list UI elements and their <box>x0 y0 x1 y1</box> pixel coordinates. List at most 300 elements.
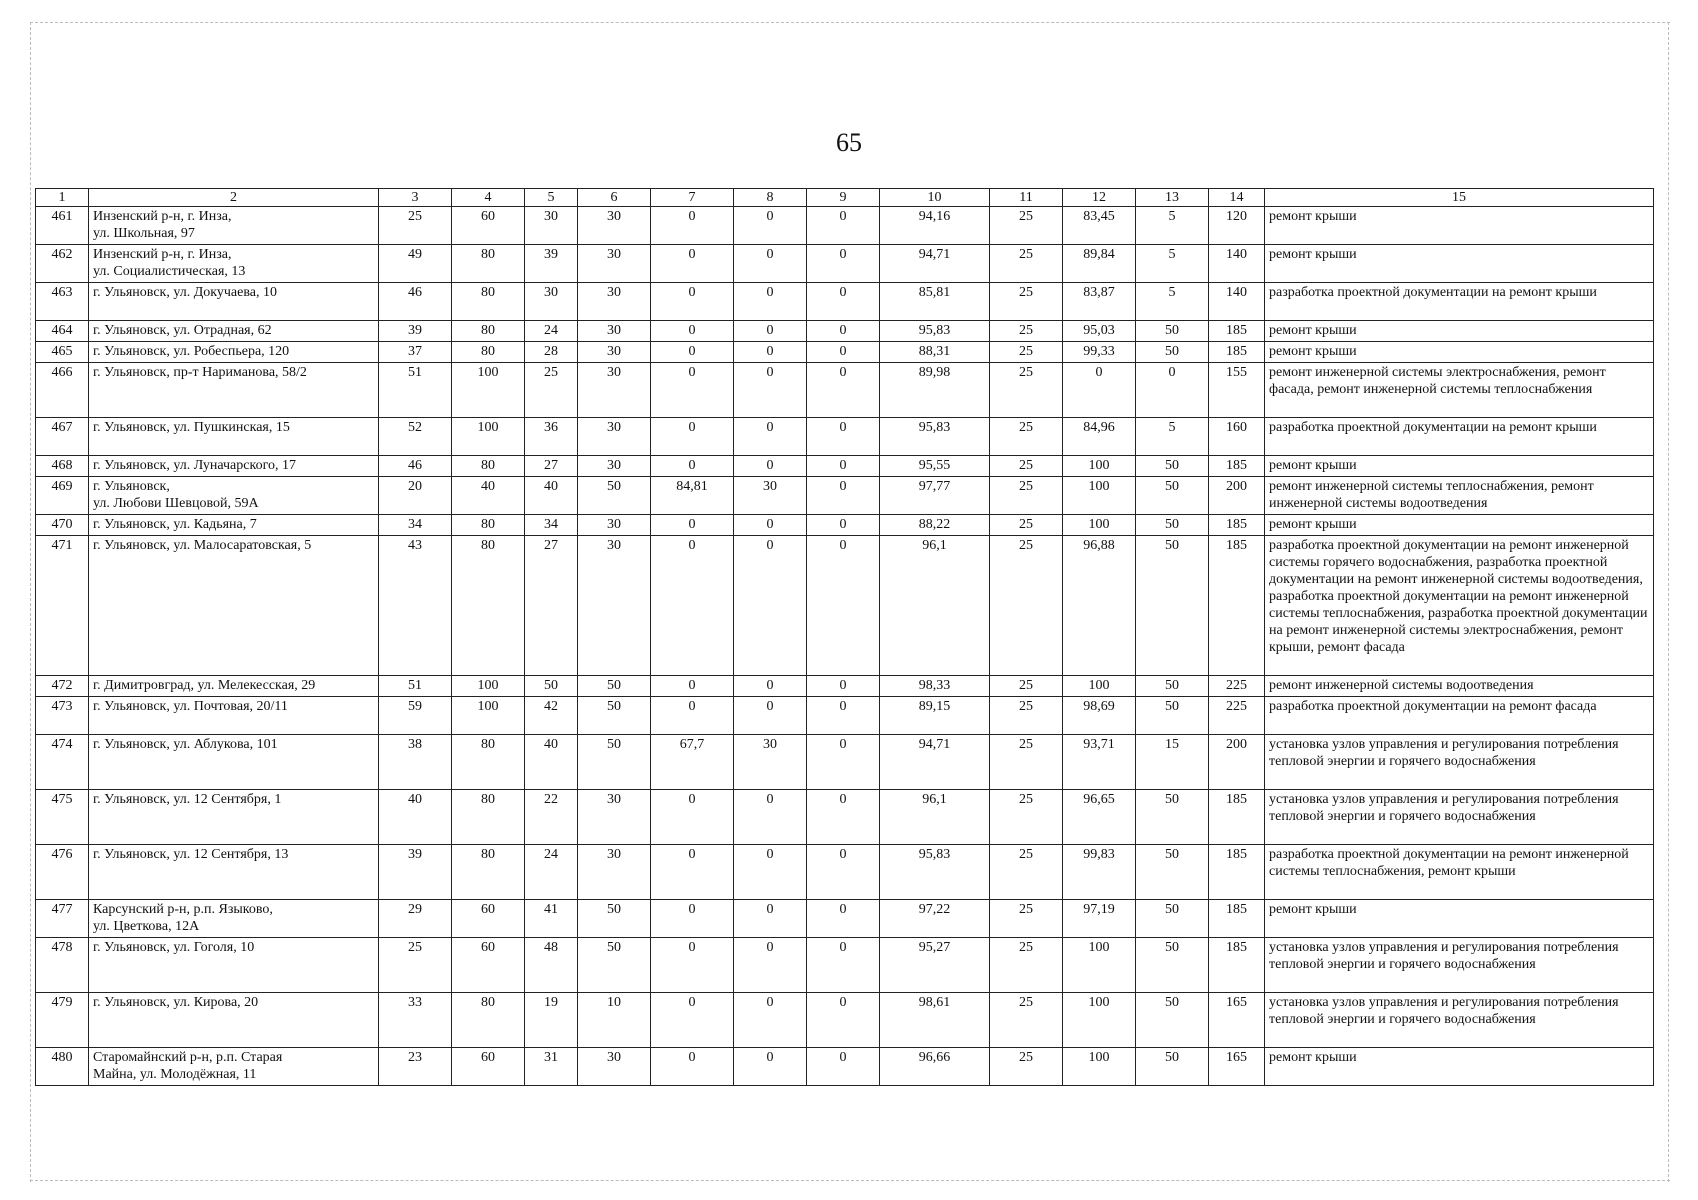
col-10-cell: 88,31 <box>880 342 990 363</box>
col-8-cell: 0 <box>734 342 807 363</box>
table-row <box>36 477 1654 515</box>
col-6-cell: 30 <box>578 207 651 245</box>
col-3-cell: 46 <box>379 283 452 321</box>
col-6-cell: 30 <box>578 845 651 900</box>
col-12-cell: 93,71 <box>1063 735 1136 790</box>
col-7-cell: 0 <box>651 363 734 418</box>
col-8-cell: 30 <box>734 477 807 515</box>
table-row <box>36 938 1654 993</box>
col-5-cell: 27 <box>525 456 578 477</box>
col-8-cell: 0 <box>734 676 807 697</box>
col-10-cell: 95,55 <box>880 456 990 477</box>
row-number-cell: 471 <box>36 536 89 676</box>
table-body <box>36 207 1654 1086</box>
col-12-cell: 100 <box>1063 477 1136 515</box>
works-description-cell: ремонт крыши <box>1265 207 1654 245</box>
col-13-cell: 50 <box>1136 477 1209 515</box>
address-cell: г. Ульяновск, ул. Робеспьера, 120 <box>89 342 379 363</box>
col-13-cell: 5 <box>1136 418 1209 456</box>
col-14-cell: 140 <box>1209 245 1265 283</box>
col-9-cell: 0 <box>807 245 880 283</box>
address-cell: г. Ульяновск, ул. Отрадная, 62 <box>89 321 379 342</box>
col-10-cell: 96,1 <box>880 536 990 676</box>
row-number-cell: 476 <box>36 845 89 900</box>
col-13-cell: 50 <box>1136 321 1209 342</box>
col-11-cell: 25 <box>990 342 1063 363</box>
col-5-cell: 39 <box>525 245 578 283</box>
works-description-cell: ремонт крыши <box>1265 342 1654 363</box>
col-3-cell: 51 <box>379 676 452 697</box>
col-3-cell: 46 <box>379 456 452 477</box>
col-9-cell: 0 <box>807 536 880 676</box>
table-row <box>36 845 1654 900</box>
col-4-cell: 100 <box>452 676 525 697</box>
col-6-cell: 50 <box>578 735 651 790</box>
col-14-cell: 155 <box>1209 363 1265 418</box>
col-5-cell: 34 <box>525 515 578 536</box>
col-10-cell: 88,22 <box>880 515 990 536</box>
col-3-cell: 43 <box>379 536 452 676</box>
col-7-cell: 0 <box>651 938 734 993</box>
col-4-cell: 60 <box>452 1048 525 1086</box>
row-number-cell: 477 <box>36 900 89 938</box>
column-header-8: 8 <box>734 189 807 207</box>
address-cell: Инзенский р-н, г. Инза, ул. Социалистическая, 13 <box>89 245 379 283</box>
column-header-1: 1 <box>36 189 89 207</box>
scan-border-top <box>30 22 1670 23</box>
col-4-cell: 80 <box>452 321 525 342</box>
col-11-cell: 25 <box>990 790 1063 845</box>
row-number-cell: 473 <box>36 697 89 735</box>
col-8-cell: 0 <box>734 697 807 735</box>
col-12-cell: 83,45 <box>1063 207 1136 245</box>
col-11-cell: 25 <box>990 1048 1063 1086</box>
address-cell: г. Ульяновск, ул. Малосаратовская, 5 <box>89 536 379 676</box>
row-number-cell: 465 <box>36 342 89 363</box>
col-3-cell: 25 <box>379 207 452 245</box>
column-header-4: 4 <box>452 189 525 207</box>
col-11-cell: 25 <box>990 676 1063 697</box>
address-cell: г. Ульяновск, ул. Пушкинская, 15 <box>89 418 379 456</box>
column-header-13: 13 <box>1136 189 1209 207</box>
col-13-cell: 50 <box>1136 342 1209 363</box>
address-cell: г. Ульяновск, ул. Докучаева, 10 <box>89 283 379 321</box>
table-row <box>36 536 1654 676</box>
col-6-cell: 10 <box>578 993 651 1048</box>
address-cell: г. Ульяновск, ул. Луначарского, 17 <box>89 456 379 477</box>
col-14-cell: 185 <box>1209 342 1265 363</box>
col-8-cell: 0 <box>734 321 807 342</box>
col-9-cell: 0 <box>807 845 880 900</box>
col-10-cell: 89,15 <box>880 697 990 735</box>
works-description-cell: ремонт крыши <box>1265 1048 1654 1086</box>
header-row <box>36 189 1654 207</box>
address-cell: г. Ульяновск, ул. Почтовая, 20/11 <box>89 697 379 735</box>
col-7-cell: 0 <box>651 993 734 1048</box>
column-header-7: 7 <box>651 189 734 207</box>
col-9-cell: 0 <box>807 900 880 938</box>
col-4-cell: 80 <box>452 993 525 1048</box>
col-8-cell: 0 <box>734 900 807 938</box>
column-header-12: 12 <box>1063 189 1136 207</box>
col-13-cell: 50 <box>1136 456 1209 477</box>
col-10-cell: 97,22 <box>880 900 990 938</box>
col-9-cell: 0 <box>807 283 880 321</box>
col-6-cell: 50 <box>578 676 651 697</box>
works-description-cell: разработка проектной документации на ремонт крыши <box>1265 283 1654 321</box>
col-14-cell: 225 <box>1209 697 1265 735</box>
works-description-cell: установка узлов управления и регулирования потребления тепловой энергии и горячего водоснабжения <box>1265 993 1654 1048</box>
table-row <box>36 321 1654 342</box>
scan-border-bottom <box>30 1180 1670 1181</box>
col-5-cell: 30 <box>525 207 578 245</box>
col-3-cell: 49 <box>379 245 452 283</box>
col-13-cell: 5 <box>1136 245 1209 283</box>
works-description-cell: разработка проектной документации на ремонт инженерной системы горячего водоснабжения, разработка проектной документации на ремонт инженерной системы водоотведения, разработка проектной документации на ремонт инженерной системы теплоснабжения, разработка проектной документации на ремонт инженерной системы электроснабжения, ремонт крыши, ремонт фасада <box>1265 536 1654 676</box>
col-6-cell: 30 <box>578 456 651 477</box>
works-description-cell: ремонт крыши <box>1265 321 1654 342</box>
col-8-cell: 0 <box>734 515 807 536</box>
col-8-cell: 0 <box>734 938 807 993</box>
address-cell: г. Ульяновск, ул. Кирова, 20 <box>89 993 379 1048</box>
col-13-cell: 50 <box>1136 515 1209 536</box>
col-5-cell: 25 <box>525 363 578 418</box>
col-12-cell: 0 <box>1063 363 1136 418</box>
col-9-cell: 0 <box>807 207 880 245</box>
col-12-cell: 96,65 <box>1063 790 1136 845</box>
col-9-cell: 0 <box>807 697 880 735</box>
col-14-cell: 185 <box>1209 938 1265 993</box>
col-3-cell: 25 <box>379 938 452 993</box>
col-9-cell: 0 <box>807 418 880 456</box>
col-5-cell: 40 <box>525 735 578 790</box>
col-5-cell: 19 <box>525 993 578 1048</box>
col-12-cell: 100 <box>1063 993 1136 1048</box>
col-7-cell: 0 <box>651 456 734 477</box>
address-cell: г. Ульяновск, ул. Кадьяна, 7 <box>89 515 379 536</box>
col-13-cell: 50 <box>1136 900 1209 938</box>
col-5-cell: 31 <box>525 1048 578 1086</box>
col-10-cell: 95,27 <box>880 938 990 993</box>
col-11-cell: 25 <box>990 363 1063 418</box>
row-number-cell: 474 <box>36 735 89 790</box>
col-8-cell: 0 <box>734 456 807 477</box>
col-14-cell: 225 <box>1209 676 1265 697</box>
col-10-cell: 85,81 <box>880 283 990 321</box>
col-14-cell: 120 <box>1209 207 1265 245</box>
col-4-cell: 80 <box>452 456 525 477</box>
col-11-cell: 25 <box>990 245 1063 283</box>
col-5-cell: 24 <box>525 321 578 342</box>
col-4-cell: 80 <box>452 536 525 676</box>
col-13-cell: 50 <box>1136 536 1209 676</box>
row-number-cell: 464 <box>36 321 89 342</box>
column-header-15: 15 <box>1265 189 1654 207</box>
col-12-cell: 100 <box>1063 676 1136 697</box>
col-9-cell: 0 <box>807 938 880 993</box>
col-12-cell: 100 <box>1063 515 1136 536</box>
works-description-cell: ремонт крыши <box>1265 515 1654 536</box>
col-14-cell: 185 <box>1209 536 1265 676</box>
col-9-cell: 0 <box>807 456 880 477</box>
table-row <box>36 697 1654 735</box>
row-number-cell: 479 <box>36 993 89 1048</box>
col-13-cell: 50 <box>1136 790 1209 845</box>
col-5-cell: 27 <box>525 536 578 676</box>
works-description-cell: разработка проектной документации на ремонт фасада <box>1265 697 1654 735</box>
col-11-cell: 25 <box>990 993 1063 1048</box>
col-7-cell: 0 <box>651 1048 734 1086</box>
col-14-cell: 185 <box>1209 900 1265 938</box>
col-10-cell: 96,1 <box>880 790 990 845</box>
col-8-cell: 0 <box>734 363 807 418</box>
works-description-cell: установка узлов управления и регулирования потребления тепловой энергии и горячего водоснабжения <box>1265 735 1654 790</box>
col-3-cell: 59 <box>379 697 452 735</box>
col-12-cell: 84,96 <box>1063 418 1136 456</box>
address-cell: г. Ульяновск, ул. Аблукова, 101 <box>89 735 379 790</box>
col-8-cell: 0 <box>734 245 807 283</box>
address-cell: г. Димитровград, ул. Мелекесская, 29 <box>89 676 379 697</box>
row-number-cell: 480 <box>36 1048 89 1086</box>
col-7-cell: 0 <box>651 515 734 536</box>
col-6-cell: 30 <box>578 1048 651 1086</box>
col-9-cell: 0 <box>807 363 880 418</box>
col-6-cell: 50 <box>578 477 651 515</box>
table-row <box>36 790 1654 845</box>
col-9-cell: 0 <box>807 993 880 1048</box>
table-row <box>36 363 1654 418</box>
row-number-cell: 468 <box>36 456 89 477</box>
col-10-cell: 95,83 <box>880 418 990 456</box>
col-12-cell: 100 <box>1063 1048 1136 1086</box>
col-12-cell: 96,88 <box>1063 536 1136 676</box>
col-11-cell: 25 <box>990 735 1063 790</box>
address-cell: Инзенский р-н, г. Инза, ул. Школьная, 97 <box>89 207 379 245</box>
col-9-cell: 0 <box>807 321 880 342</box>
col-7-cell: 0 <box>651 697 734 735</box>
col-5-cell: 36 <box>525 418 578 456</box>
col-11-cell: 25 <box>990 456 1063 477</box>
column-header-3: 3 <box>379 189 452 207</box>
col-3-cell: 40 <box>379 790 452 845</box>
table-row <box>36 1048 1654 1086</box>
col-13-cell: 50 <box>1136 1048 1209 1086</box>
address-cell: г. Ульяновск, ул. 12 Сентября, 1 <box>89 790 379 845</box>
table-row <box>36 283 1654 321</box>
col-9-cell: 0 <box>807 515 880 536</box>
col-7-cell: 0 <box>651 207 734 245</box>
col-4-cell: 40 <box>452 477 525 515</box>
table-row <box>36 207 1654 245</box>
col-14-cell: 165 <box>1209 993 1265 1048</box>
col-11-cell: 25 <box>990 697 1063 735</box>
address-cell: Старомайнский р-н, р.п. Старая Майна, ул. Молодёжная, 11 <box>89 1048 379 1086</box>
col-11-cell: 25 <box>990 536 1063 676</box>
col-8-cell: 0 <box>734 1048 807 1086</box>
table-row <box>36 993 1654 1048</box>
row-number-cell: 466 <box>36 363 89 418</box>
col-11-cell: 25 <box>990 938 1063 993</box>
col-14-cell: 185 <box>1209 456 1265 477</box>
col-6-cell: 30 <box>578 418 651 456</box>
col-14-cell: 160 <box>1209 418 1265 456</box>
row-number-cell: 475 <box>36 790 89 845</box>
table-row <box>36 900 1654 938</box>
col-6-cell: 30 <box>578 790 651 845</box>
col-12-cell: 100 <box>1063 938 1136 993</box>
column-header-11: 11 <box>990 189 1063 207</box>
col-10-cell: 98,61 <box>880 993 990 1048</box>
col-8-cell: 0 <box>734 536 807 676</box>
col-3-cell: 38 <box>379 735 452 790</box>
works-description-cell: ремонт инженерной системы электроснабжения, ремонт фасада, ремонт инженерной системы теплоснабжения <box>1265 363 1654 418</box>
col-10-cell: 95,83 <box>880 845 990 900</box>
row-number-cell: 462 <box>36 245 89 283</box>
col-3-cell: 39 <box>379 321 452 342</box>
col-7-cell: 84,81 <box>651 477 734 515</box>
col-10-cell: 98,33 <box>880 676 990 697</box>
col-12-cell: 89,84 <box>1063 245 1136 283</box>
col-10-cell: 89,98 <box>880 363 990 418</box>
address-cell: г. Ульяновск, пр-т Нариманова, 58/2 <box>89 363 379 418</box>
col-7-cell: 0 <box>651 900 734 938</box>
col-11-cell: 25 <box>990 900 1063 938</box>
col-4-cell: 100 <box>452 418 525 456</box>
col-3-cell: 29 <box>379 900 452 938</box>
row-number-cell: 470 <box>36 515 89 536</box>
col-7-cell: 0 <box>651 342 734 363</box>
col-13-cell: 50 <box>1136 697 1209 735</box>
col-6-cell: 30 <box>578 363 651 418</box>
col-12-cell: 97,19 <box>1063 900 1136 938</box>
col-6-cell: 30 <box>578 245 651 283</box>
row-number-cell: 469 <box>36 477 89 515</box>
table-row <box>36 735 1654 790</box>
col-11-cell: 25 <box>990 207 1063 245</box>
col-7-cell: 0 <box>651 321 734 342</box>
col-13-cell: 5 <box>1136 283 1209 321</box>
col-5-cell: 30 <box>525 283 578 321</box>
col-13-cell: 50 <box>1136 845 1209 900</box>
table-row <box>36 342 1654 363</box>
col-6-cell: 50 <box>578 900 651 938</box>
col-7-cell: 0 <box>651 283 734 321</box>
works-description-cell: установка узлов управления и регулирования потребления тепловой энергии и горячего водоснабжения <box>1265 938 1654 993</box>
col-8-cell: 0 <box>734 845 807 900</box>
page-number: 65 <box>836 128 862 157</box>
scan-border-left <box>30 22 31 1182</box>
col-13-cell: 5 <box>1136 207 1209 245</box>
col-4-cell: 80 <box>452 342 525 363</box>
col-8-cell: 0 <box>734 207 807 245</box>
works-description-cell: установка узлов управления и регулирования потребления тепловой энергии и горячего водоснабжения <box>1265 790 1654 845</box>
col-5-cell: 48 <box>525 938 578 993</box>
col-8-cell: 30 <box>734 735 807 790</box>
col-6-cell: 30 <box>578 342 651 363</box>
col-11-cell: 25 <box>990 283 1063 321</box>
register-table-wrap <box>35 188 1653 1086</box>
address-cell: г. Ульяновск, ул. 12 Сентября, 13 <box>89 845 379 900</box>
row-number-cell: 472 <box>36 676 89 697</box>
column-header-9: 9 <box>807 189 880 207</box>
col-9-cell: 0 <box>807 477 880 515</box>
col-14-cell: 185 <box>1209 790 1265 845</box>
col-6-cell: 50 <box>578 697 651 735</box>
col-7-cell: 67,7 <box>651 735 734 790</box>
col-6-cell: 30 <box>578 321 651 342</box>
col-9-cell: 0 <box>807 342 880 363</box>
col-8-cell: 0 <box>734 283 807 321</box>
col-11-cell: 25 <box>990 477 1063 515</box>
col-13-cell: 50 <box>1136 938 1209 993</box>
col-3-cell: 33 <box>379 993 452 1048</box>
col-14-cell: 200 <box>1209 477 1265 515</box>
col-4-cell: 80 <box>452 845 525 900</box>
works-description-cell: разработка проектной документации на ремонт инженерной системы теплоснабжения, ремонт крыши <box>1265 845 1654 900</box>
col-9-cell: 0 <box>807 735 880 790</box>
col-4-cell: 60 <box>452 207 525 245</box>
col-7-cell: 0 <box>651 676 734 697</box>
col-5-cell: 40 <box>525 477 578 515</box>
col-6-cell: 30 <box>578 283 651 321</box>
col-12-cell: 99,83 <box>1063 845 1136 900</box>
table-row <box>36 515 1654 536</box>
col-14-cell: 165 <box>1209 1048 1265 1086</box>
col-4-cell: 80 <box>452 790 525 845</box>
col-3-cell: 39 <box>379 845 452 900</box>
col-4-cell: 80 <box>452 245 525 283</box>
col-9-cell: 0 <box>807 676 880 697</box>
col-4-cell: 80 <box>452 283 525 321</box>
column-header-6: 6 <box>578 189 651 207</box>
col-12-cell: 99,33 <box>1063 342 1136 363</box>
col-11-cell: 25 <box>990 845 1063 900</box>
col-3-cell: 20 <box>379 477 452 515</box>
col-6-cell: 30 <box>578 515 651 536</box>
works-description-cell: ремонт крыши <box>1265 245 1654 283</box>
col-9-cell: 0 <box>807 1048 880 1086</box>
address-cell: г. Ульяновск, ул. Гоголя, 10 <box>89 938 379 993</box>
address-cell: Карсунский р-н, р.п. Языково, ул. Цветкова, 12А <box>89 900 379 938</box>
col-9-cell: 0 <box>807 790 880 845</box>
col-5-cell: 28 <box>525 342 578 363</box>
col-3-cell: 34 <box>379 515 452 536</box>
col-6-cell: 30 <box>578 536 651 676</box>
register-table <box>35 188 1654 1086</box>
column-header-14: 14 <box>1209 189 1265 207</box>
col-8-cell: 0 <box>734 418 807 456</box>
col-4-cell: 60 <box>452 900 525 938</box>
col-10-cell: 94,71 <box>880 735 990 790</box>
col-7-cell: 0 <box>651 536 734 676</box>
col-5-cell: 24 <box>525 845 578 900</box>
col-11-cell: 25 <box>990 515 1063 536</box>
col-11-cell: 25 <box>990 418 1063 456</box>
column-header-2: 2 <box>89 189 379 207</box>
table-row <box>36 245 1654 283</box>
col-13-cell: 50 <box>1136 993 1209 1048</box>
col-10-cell: 94,71 <box>880 245 990 283</box>
col-4-cell: 80 <box>452 735 525 790</box>
col-14-cell: 185 <box>1209 845 1265 900</box>
col-12-cell: 100 <box>1063 456 1136 477</box>
col-5-cell: 41 <box>525 900 578 938</box>
works-description-cell: ремонт крыши <box>1265 900 1654 938</box>
row-number-cell: 467 <box>36 418 89 456</box>
col-14-cell: 140 <box>1209 283 1265 321</box>
col-10-cell: 96,66 <box>880 1048 990 1086</box>
works-description-cell: ремонт крыши <box>1265 456 1654 477</box>
